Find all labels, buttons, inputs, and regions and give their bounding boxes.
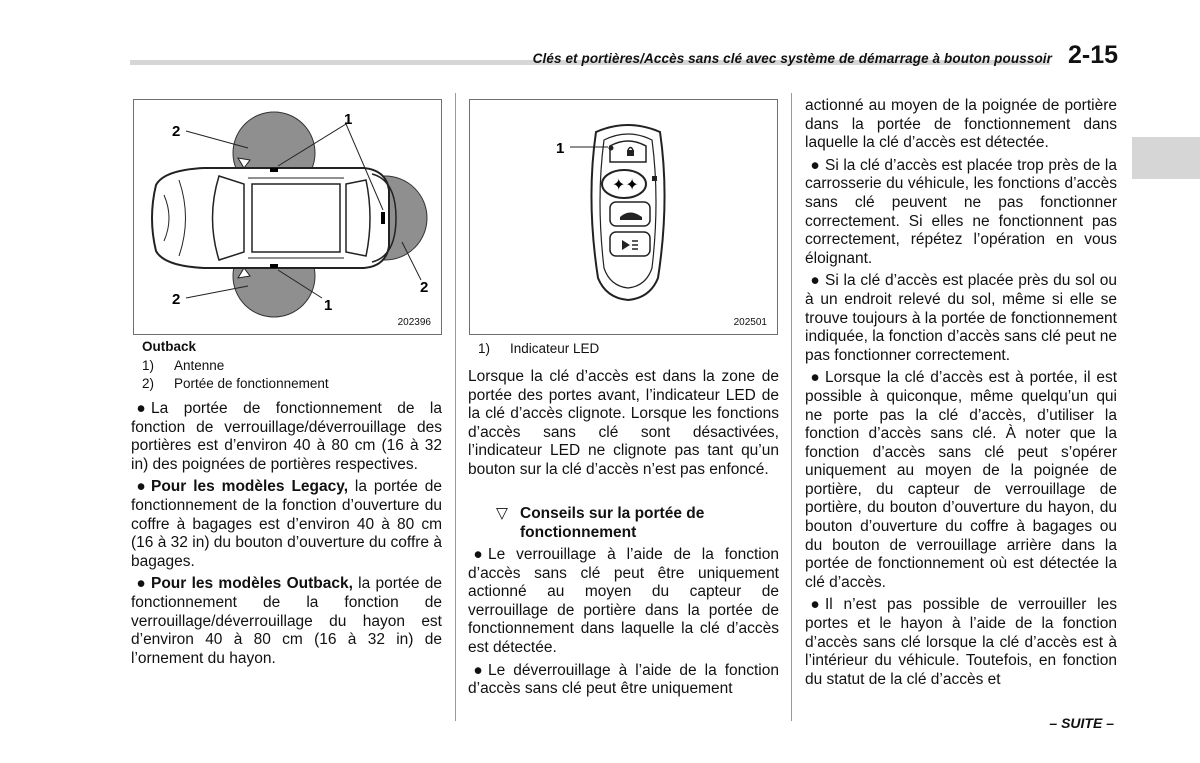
figure-number: 202501 xyxy=(733,317,767,328)
paragraph: ● Si la clé d’accès est placée trop près de la carrosserie du véhicule, les fonctions d’accès sans clé peuvent ne pas fonctionner correctement. Si elles ne fonctionnent pas correctement, répétez l’opération en vous éloignant. xyxy=(805,156,1117,267)
paragraph: ● Lorsque la clé d’accès est à portée, il est possible à quiconque, même quelqu’un qui ne porte pas la clé d’accès, d’utiliser la fonction d’accès sans clé. À noter que la fonction d’accès sans clé peut s’opérer uniquement au moyen de la poignée de portière, du capteur de verrouillage de portière, du bouton d’ouverture du hayon, du bouton d’ouverture du coffre à bagages ou du bouton de verrouillage arrière dans la portée de fonctionnement où est détectée la clé d’accès. xyxy=(805,369,1117,591)
callout-label: 1 xyxy=(556,140,565,157)
key-fob-illustration xyxy=(470,100,777,334)
callout-label: 1 xyxy=(344,111,353,128)
column-2-intro xyxy=(468,368,779,484)
column-separator xyxy=(791,93,792,721)
callout-label: 1 xyxy=(324,297,333,314)
column-1-text xyxy=(131,400,442,672)
continued-marker: – SUITE – xyxy=(1049,715,1114,731)
paragraph: ● Le déverrouillage à l’aide de la fonction d’accès sans clé peut être uniquement xyxy=(468,661,779,698)
paragraph: ● Si la clé d’accès est placée près du sol ou à un endroit relevé du sol, même si elle se trouve toujours à la portée de fonctionnement indiquée, la fonction d’accès sans clé peut ne pas fonctionner correctement. xyxy=(805,272,1117,364)
callout-label: 2 xyxy=(172,291,181,308)
legend-item: 2) Portée de fonctionnement xyxy=(142,375,329,391)
page-number: 2-15 xyxy=(1068,41,1119,69)
callout-label: 2 xyxy=(420,279,429,296)
car-antenna-diagram xyxy=(133,99,442,335)
paragraph: actionné au moyen de la poignée de portière dans la portée de fonctionnement dans laquelle la clé d’accès est détectée. xyxy=(805,97,1117,152)
key-fob-diagram xyxy=(469,99,778,335)
column-separator xyxy=(455,93,456,721)
legend-item: 1) Antenne xyxy=(142,358,225,373)
paragraph: Lorsque la clé d’accès est dans la zone de portée des portes avant, l’indicateur LED de la clé d’accès clignote. Lorsque les fonctions d’accès sans clé sont désactivées, l’indicateur LED ne clignote pas tant qu’un bouton sur la clé d’accès n’est pas enfoncé. xyxy=(468,368,779,478)
column-2-text xyxy=(468,546,779,703)
car-illustration xyxy=(134,100,441,334)
paragraph: ● Le verrouillage à l’aide de la fonction d’accès sans clé peut être uniquement actionné au moyen du capteur de verrouillage de portière dans la portée de fonctionnement dans laquelle la clé d’accès est détectée. xyxy=(468,546,779,656)
section-tab xyxy=(1132,137,1200,179)
triangle-icon: ▽ xyxy=(496,505,508,522)
callout-label: 2 xyxy=(172,123,181,140)
subheading: ▽ Conseils sur la portée de fonctionnement xyxy=(496,505,705,541)
legend-item: 1) Indicateur LED xyxy=(478,341,600,356)
running-header: Clés et portières/Accès sans clé avec système de démarrage à bouton poussoir xyxy=(532,51,1052,66)
paragraph: ● Il n’est pas possible de verrouiller les portes et le hayon à l’aide de la fonction d’accès sans clé lorsque la clé d’accès est à l’intérieur du véhicule. Toutefois, en fonction du statut de la clé d’accès et xyxy=(805,596,1117,688)
figure-legend xyxy=(478,340,599,358)
paragraph: ● La portée de fonctionnement de la fonction de verrouillage/déverrouillage des portières est d’environ 40 à 80 cm (16 à 32 in) des poignées de portières respectives. xyxy=(131,400,442,473)
figure-caption-title: Outback xyxy=(142,339,197,354)
paragraph: ● Pour les modèles Outback, la portée de fonctionnement de la fonction de verrouillage/déverrouillage du hayon est d’environ 40 à 80 cm (16 à 32 in) de l’ornement du hayon. xyxy=(131,575,442,667)
svg-text:✦✦: ✦✦ xyxy=(612,175,639,194)
paragraph: ● Pour les modèles Legacy, la portée de fonctionnement de la fonction d’ouverture du coffre à bagages est d’environ 40 à 80 cm (16 à 32 in) du bouton d’ouverture du coffre à bagages. xyxy=(131,478,442,570)
figure-number: 202396 xyxy=(397,317,431,328)
figure-legend xyxy=(142,357,329,392)
column-3-text xyxy=(805,97,1117,693)
